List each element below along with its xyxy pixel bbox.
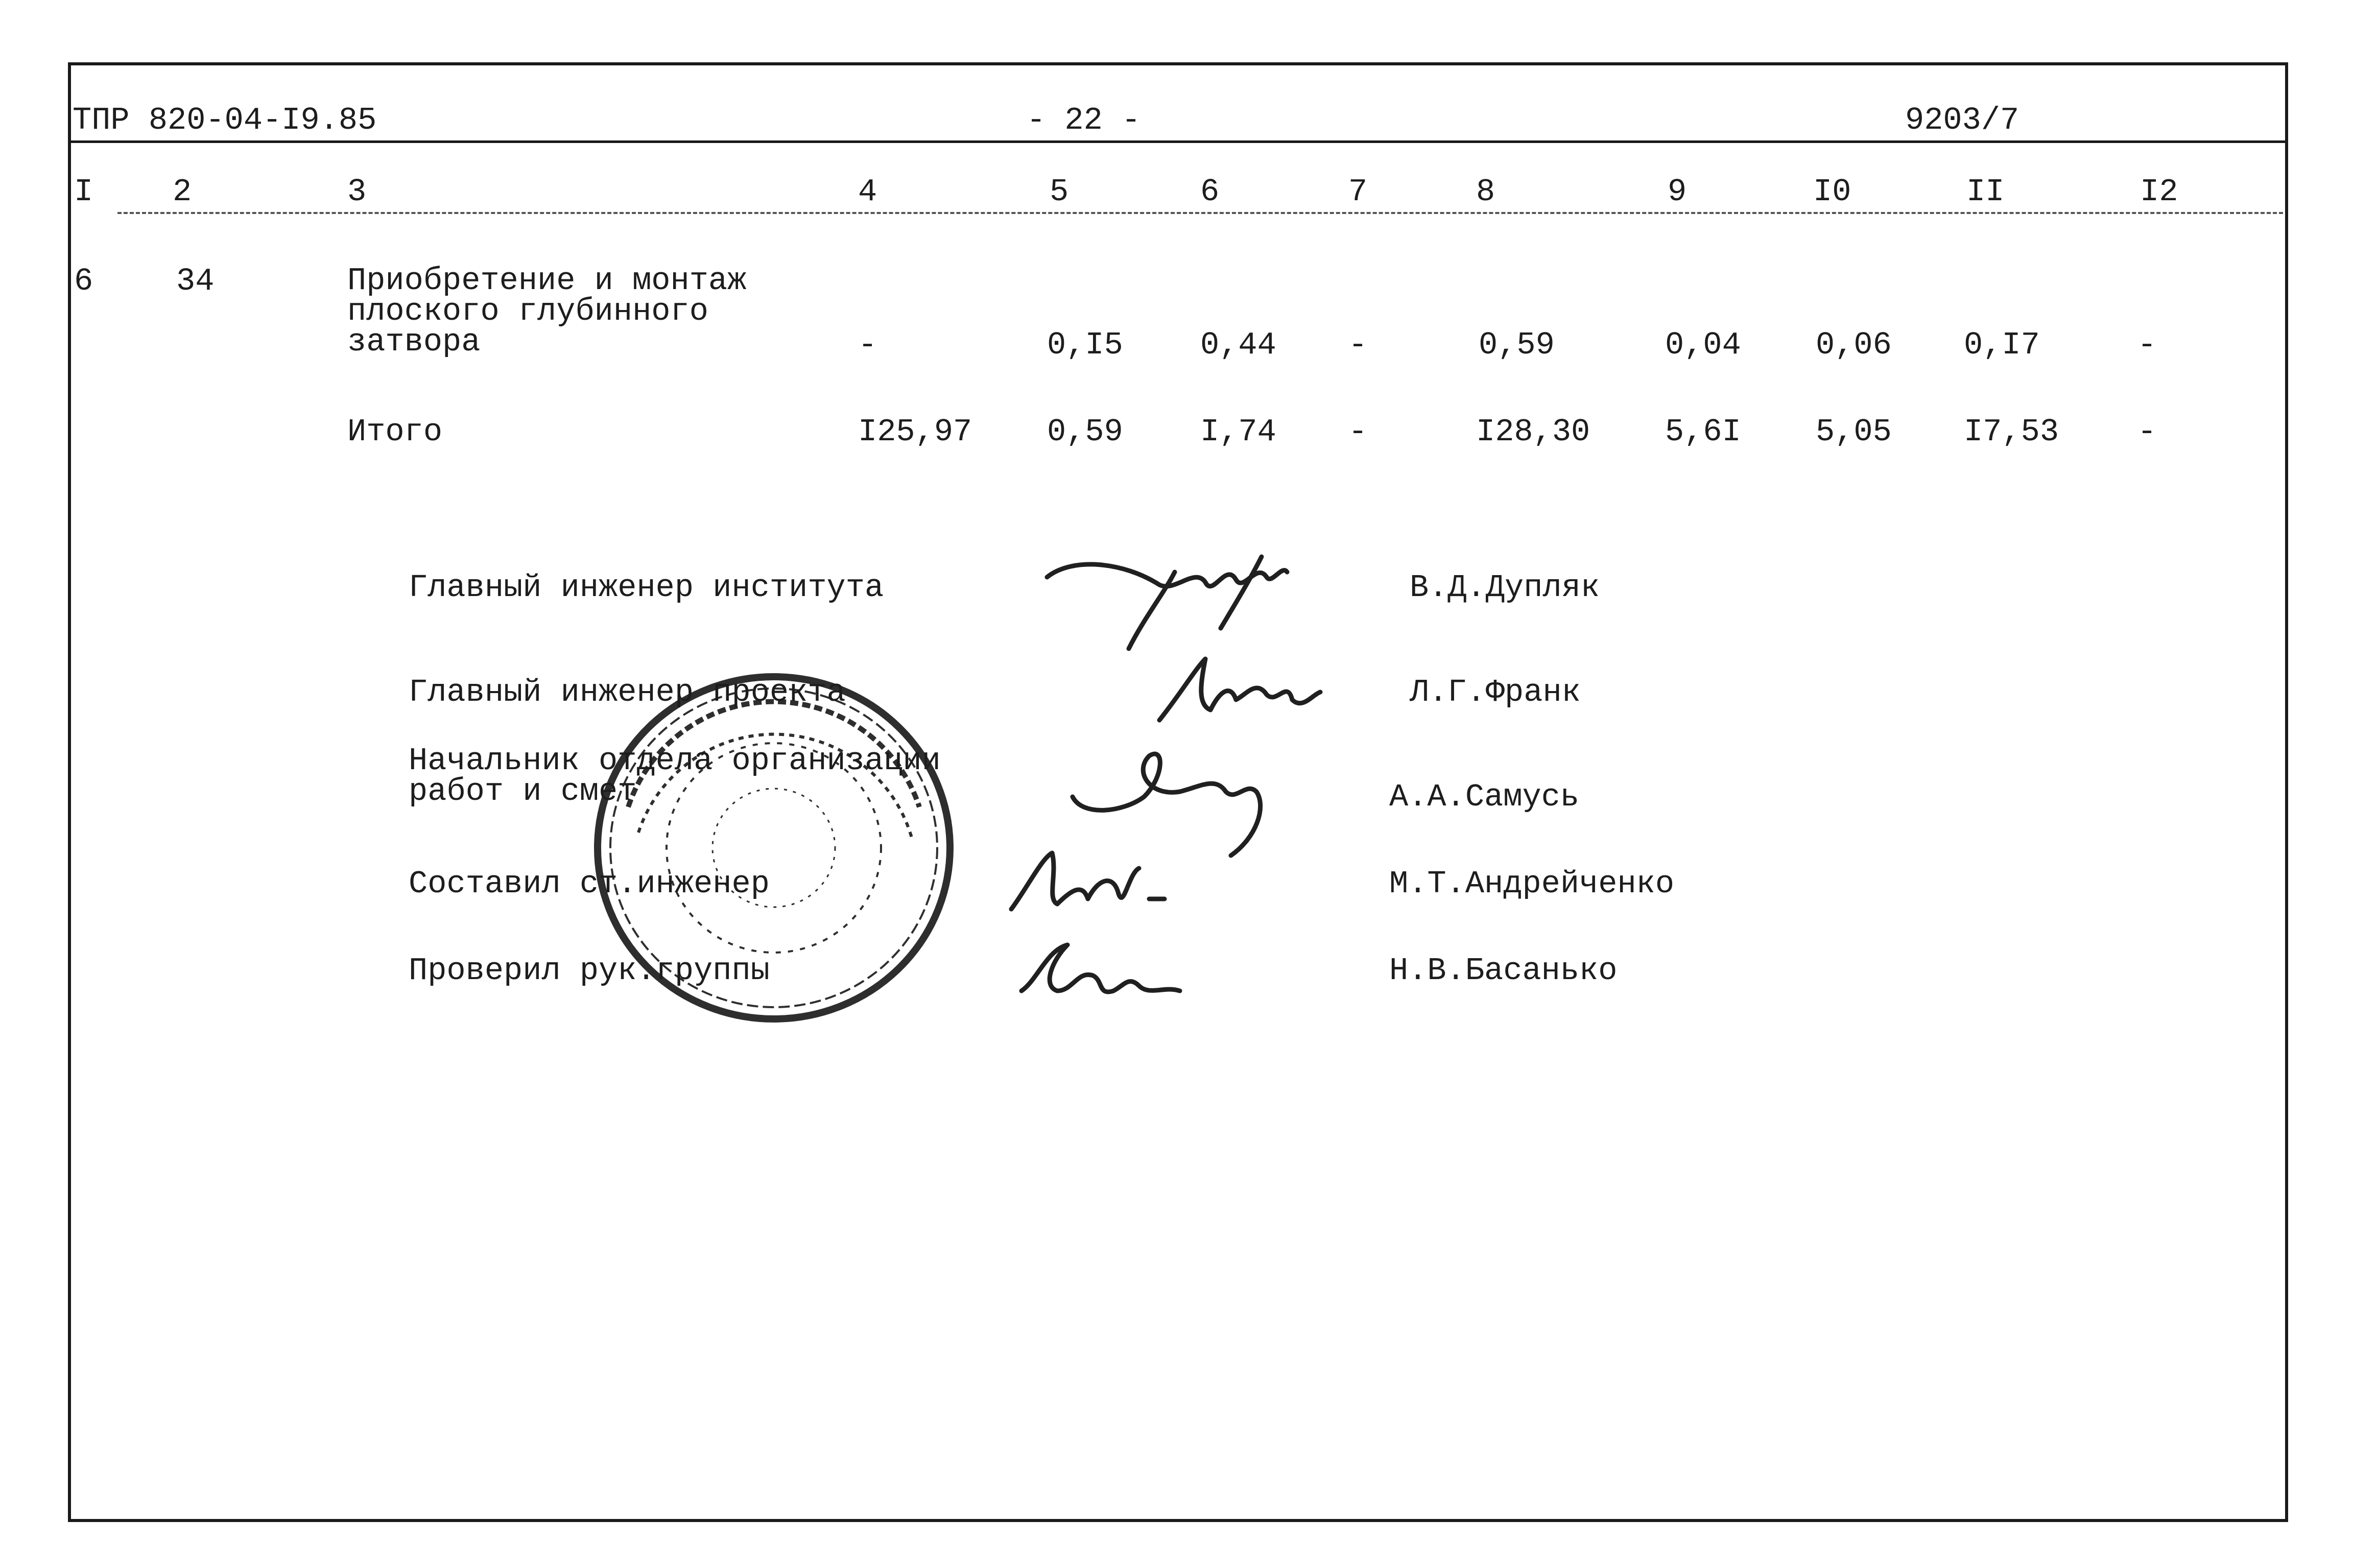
- signer-name: Н.В.Басанько: [1389, 953, 1618, 989]
- signer-position: Главный инженер института: [409, 569, 884, 606]
- row-value: 0,44: [1200, 327, 1276, 363]
- signer-name: Л.Г.Франк: [1410, 674, 1581, 710]
- handwritten-signature: [1006, 843, 1190, 924]
- signer-name: В.Д.Дупляк: [1410, 569, 1600, 606]
- column-number: 5: [1050, 174, 1069, 210]
- signer-name: М.Т.Андрейченко: [1389, 866, 1675, 902]
- row-value: 5,05: [1816, 414, 1892, 450]
- row-description: Приобретение и монтаж плоского глубинного затвора: [347, 263, 747, 360]
- row-value: I28,30: [1476, 414, 1590, 450]
- row-value: -: [1348, 414, 1368, 450]
- signer-position: Проверил рук.группы: [409, 953, 770, 989]
- page-number: - 22 -: [1027, 102, 1141, 138]
- row-value: 5,6I: [1665, 414, 1741, 450]
- row-value: I7,53: [1964, 414, 2059, 450]
- column-number: 8: [1476, 174, 1495, 210]
- handwritten-signature: [1042, 541, 1297, 659]
- row-value: 0,04: [1665, 327, 1741, 363]
- row-value: -: [1348, 327, 1368, 363]
- column-number: I: [74, 174, 93, 210]
- row-value: I25,97: [858, 414, 972, 450]
- column-header-rule: [117, 212, 2283, 214]
- column-number: 2: [173, 174, 192, 210]
- column-number: I2: [2140, 174, 2178, 210]
- handwritten-signature: [1016, 930, 1190, 1011]
- row-value: -: [2137, 414, 2157, 450]
- row-value: -: [2137, 327, 2157, 363]
- column-number: 3: [347, 174, 367, 210]
- column-number: 6: [1200, 174, 1220, 210]
- row-value: 0,59: [1047, 414, 1123, 450]
- row-value: 0,I7: [1964, 327, 2040, 363]
- column-number: II: [1966, 174, 2005, 210]
- row-value: -: [858, 327, 877, 363]
- column-number: 7: [1348, 174, 1368, 210]
- signer-position: Начальник отдела организации работ и смет: [409, 743, 941, 810]
- row-description: Итого: [347, 414, 443, 450]
- signer-position: Главный инженер проекта: [409, 674, 846, 710]
- column-number: I0: [1813, 174, 1851, 210]
- row-value: I,74: [1200, 414, 1276, 450]
- handwritten-signature: [1149, 649, 1333, 735]
- archive-number: 9203/7: [1905, 102, 2019, 138]
- signer-name: А.А.Самусь: [1389, 779, 1580, 815]
- row-col1: 6: [74, 263, 93, 299]
- row-value: 0,06: [1816, 327, 1892, 363]
- column-number: 9: [1668, 174, 1687, 210]
- row-value: 0,59: [1479, 327, 1555, 363]
- doc-code: ТПР 820-04-I9.85: [73, 102, 377, 138]
- header-rule: [68, 140, 2288, 143]
- signer-position: Составил ст.инженер: [409, 866, 770, 902]
- row-value: 0,I5: [1047, 327, 1123, 363]
- row-col2: 34: [176, 263, 215, 299]
- column-number: 4: [858, 174, 877, 210]
